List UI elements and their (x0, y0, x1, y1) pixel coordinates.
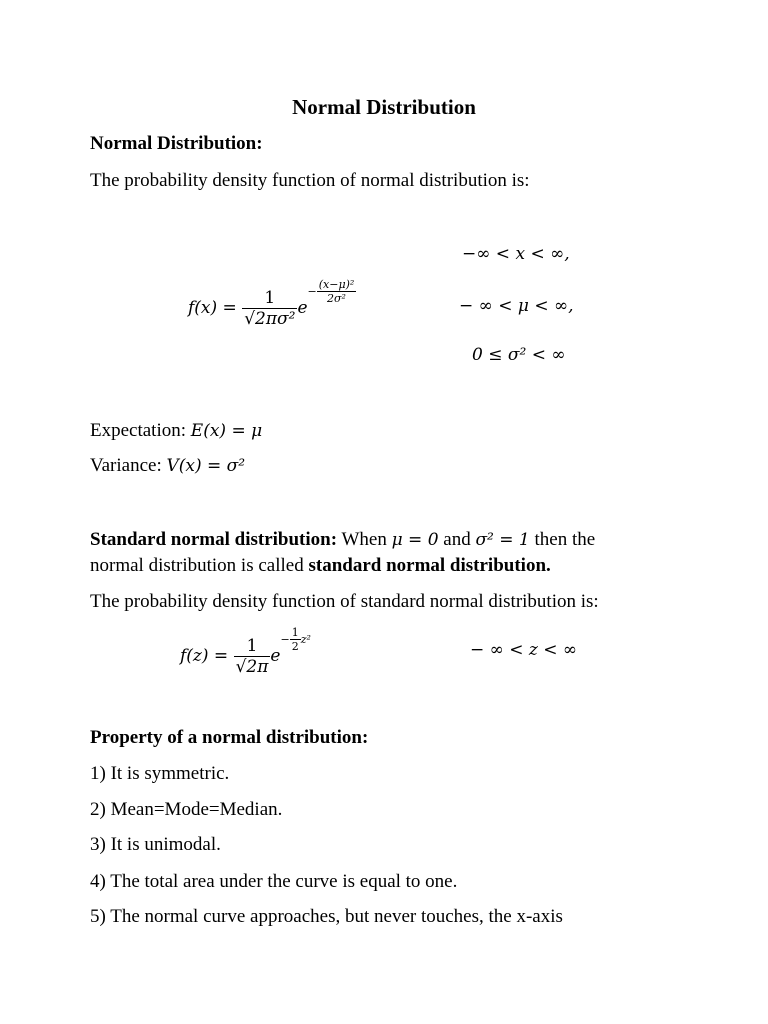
formula-denominator: √2πσ² (244, 308, 296, 329)
property-item-2: 2) Mean=Mode=Median. (90, 799, 283, 820)
formula2-exp-tail: z² (300, 633, 311, 646)
formula-exp-base: e (297, 298, 308, 318)
formula-exp-fraction (317, 278, 357, 305)
expectation-label: Expectation: (90, 420, 187, 441)
formula2-exp-base: e (270, 646, 281, 666)
formula2-lhs: f(z) = (180, 646, 229, 666)
section-heading-standard: Standard normal distribution: (90, 529, 338, 550)
formula-exponent (308, 278, 357, 305)
sigma-one: σ² = 1 (475, 530, 530, 550)
formula2-exponent (280, 626, 310, 653)
pdf-formula (188, 278, 356, 329)
formula2-exp-fraction (290, 626, 301, 653)
formula-exp-numerator: (x−μ)² (318, 278, 355, 291)
expectation-math: E(x) = μ (190, 421, 263, 441)
condition-x: −∞ < x < ∞, (462, 244, 570, 264)
variance-line (90, 455, 245, 477)
expectation-line (90, 420, 262, 442)
formula2-exp-den: 2 (291, 640, 299, 653)
text-and: and (443, 529, 471, 550)
pdf-intro-text: The probability density function of normal distribution is: (90, 170, 530, 191)
variance-math: V(x) = σ² (166, 456, 246, 476)
section-heading-property: Property of a normal distribution: (90, 727, 369, 748)
formula-lhs: f(x) = (188, 298, 237, 318)
condition-mu: − ∞ < μ < ∞, (459, 296, 574, 316)
mu-zero: μ = 0 (391, 530, 439, 550)
formula-exp-sign: − (307, 285, 317, 298)
condition-sigma: 0 ≤ σ² < ∞ (472, 345, 566, 365)
line2-bold: standard normal distribution. (308, 555, 551, 576)
standard-normal-line1 (90, 529, 595, 551)
line2-text: normal distribution is called (90, 555, 304, 576)
property-item-5: 5) The normal curve approaches, but never touches, the x-axis (90, 906, 563, 927)
condition-z: − ∞ < z < ∞ (470, 640, 578, 660)
text-then: then the (534, 529, 596, 550)
property-item-3: 3) It is unimodal. (90, 834, 221, 855)
formula2-fraction (234, 636, 271, 677)
page-title: Normal Distribution (292, 95, 476, 119)
formula-fraction (242, 288, 297, 329)
formula2-denominator: √2π (235, 656, 269, 677)
formula2-numerator: 1 (246, 635, 258, 656)
text-when: When (341, 529, 387, 550)
standard-pdf-formula (180, 626, 311, 677)
property-item-1: 1) It is symmetric. (90, 763, 230, 784)
formula2-exp-sign: − (280, 633, 290, 646)
section-heading-normal: Normal Distribution: (90, 133, 263, 154)
formula-exp-denominator: 2σ² (317, 291, 357, 305)
formula2-exp-num: 1 (291, 626, 299, 639)
standard-normal-line2 (90, 555, 551, 577)
formula-numerator: 1 (264, 287, 276, 308)
property-item-4: 4) The total area under the curve is equal to one. (90, 871, 458, 892)
variance-label: Variance: (90, 455, 162, 476)
standard-pdf-intro: The probability density function of standard normal distribution is: (90, 591, 599, 612)
